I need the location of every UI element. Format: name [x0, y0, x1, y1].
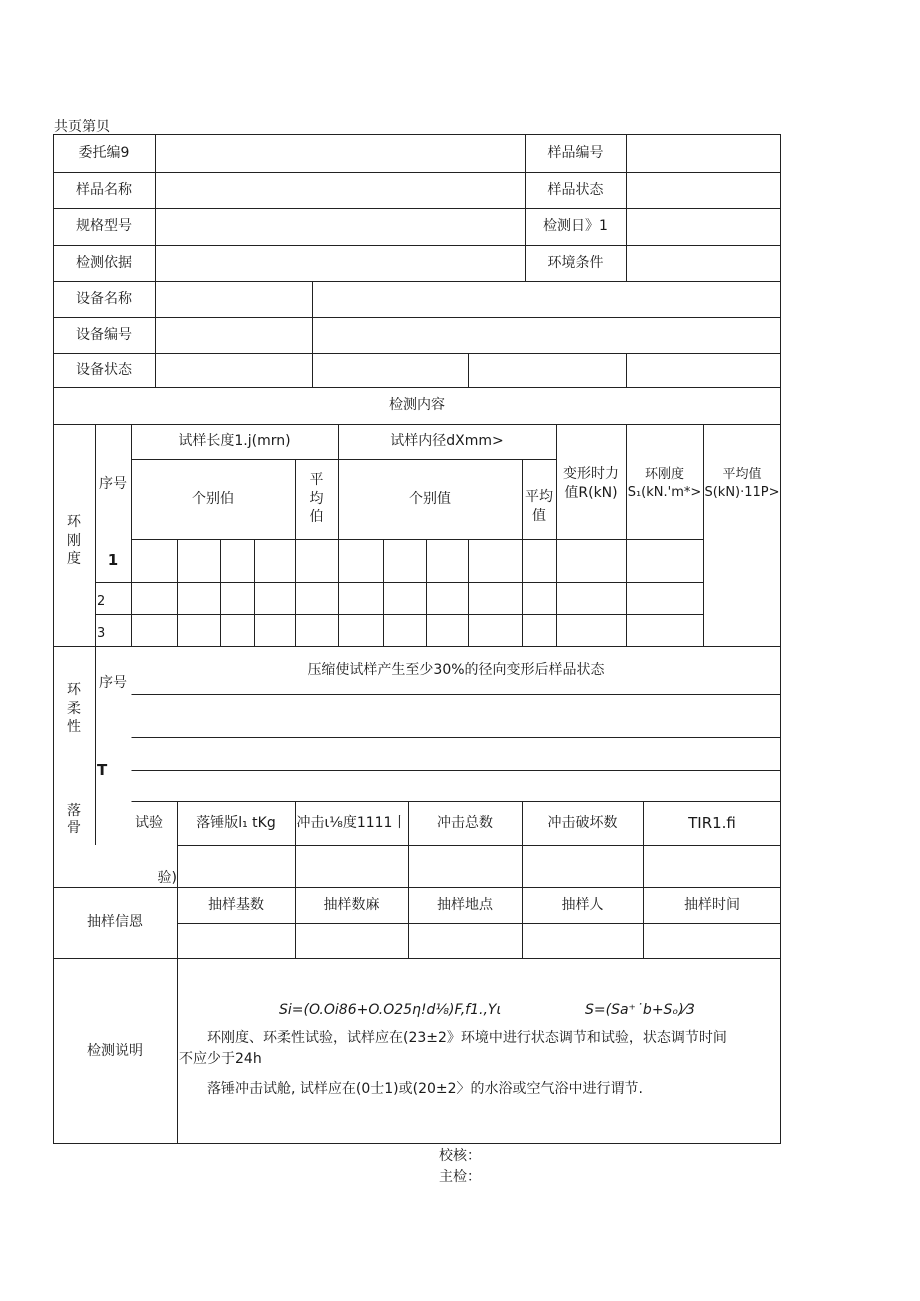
test-date-label: 检测日》1 — [543, 218, 608, 235]
content-title: 检测内容 — [389, 397, 445, 414]
avg-length-char: 平 — [309, 471, 324, 488]
avg-diameter-char: 平均 — [525, 488, 553, 505]
avg-stiffness-header — [703, 444, 781, 524]
impact-total-header: 冲击总数 — [437, 814, 493, 831]
ring-stiffness-header-line: S₁(kN.'m*> — [627, 485, 702, 500]
commission-no-label: 委托编9 — [78, 144, 130, 161]
row-number: 2 — [97, 593, 106, 609]
diameter-header: 试样内径dXmm> — [390, 433, 504, 450]
inspector-label: 主检： — [439, 1169, 481, 1185]
sampling-location-header: 抽样地点 — [437, 896, 493, 913]
row-number: 1 — [107, 551, 119, 570]
checker-label: 校核： — [439, 1148, 481, 1164]
sampling-count-header: 抽样数麻 — [323, 896, 380, 913]
stiffness-label — [53, 496, 95, 586]
force-header — [556, 444, 626, 524]
stiffness-label-char: 度 — [67, 551, 81, 568]
sample-state-label: 样品状态 — [547, 181, 604, 198]
spec-model-label: 规格型号 — [76, 218, 132, 235]
avg-diameter-header — [522, 474, 556, 539]
page-info: 共页第贝 — [54, 119, 110, 135]
stiffness-label-char: 环 — [67, 513, 81, 530]
flexibility-description: 压缩使试样产生至少30%的径向变形后样品状态 — [307, 661, 605, 678]
row-number: 3 — [97, 625, 106, 641]
test-record-form — [53, 134, 781, 1144]
tir-header: TIR1.fi — [688, 813, 736, 832]
note-line-1: 环刚度、环柔性试验，试样应在(23±2》环境中进行状态调节和试验，状态调节时间 — [207, 1030, 727, 1046]
flexibility-label-char: 柔 — [67, 700, 81, 717]
avg-stiffness-header-line: S(kN)·11P> — [704, 485, 780, 500]
individual-diameter-header: 个别值 — [409, 490, 451, 507]
sampling-label: 抽样信恩 — [87, 914, 143, 931]
flexibility-seq-header: 序号 — [99, 674, 127, 691]
drop-label-char: 骨 — [67, 820, 81, 836]
impact-height-header: 冲击ι⅛度1111丨 — [296, 814, 407, 831]
ring-stiffness-header — [626, 444, 703, 524]
avg-diameter-char: 值 — [532, 507, 546, 524]
notes-label: 检测说明 — [87, 1042, 143, 1059]
equip-state-label: 设备状态 — [76, 361, 132, 378]
hammer-mass-header: 落锤版l₁ tKg — [196, 814, 276, 831]
env-conditions-label: 环境条件 — [547, 254, 604, 271]
sample-no-label: 样品编号 — [547, 144, 604, 161]
flexibility-label — [53, 674, 95, 744]
flexibility-marker: T — [97, 760, 108, 779]
equip-no-label: 设备编号 — [76, 326, 132, 343]
ring-stiffness-header-line: 环刚度 — [644, 467, 684, 483]
sampling-base-header: 抽样基数 — [208, 896, 264, 913]
avg-length-char: 伯 — [309, 509, 324, 526]
sampler-header: 抽样人 — [561, 896, 604, 913]
drop-test-header: 试验 — [135, 814, 163, 831]
individual-length-header: 个别伯 — [192, 490, 234, 507]
avg-length-char: 均 — [309, 490, 324, 507]
length-header: 试样长度1.j(mrn) — [178, 433, 291, 450]
drop-label-char: 落 — [67, 803, 81, 820]
drop-suffix: 验) — [157, 869, 177, 886]
sample-name-label: 样品名称 — [76, 181, 132, 198]
flexibility-label-char: 性 — [67, 719, 81, 736]
impact-broken-header: 冲击破坏数 — [547, 814, 618, 831]
formula-average: S=(Sa⁺˙b+Sₒ)⁄3 — [585, 1002, 695, 1018]
formula-ring-stiffness: Si=(O.Oi86+O.O25η!d⅛)F,f1.,Yι — [279, 1002, 502, 1018]
force-header-line: 变形时力 — [563, 466, 619, 483]
drop-label — [53, 796, 95, 844]
note-line-2: 不应少于24h — [179, 1051, 262, 1067]
test-basis-label: 检测依据 — [76, 254, 132, 271]
note-line-3: 落锤冲击试舱, 试样应在(0士1)或(20±2〉的水浴或空气浴中进行谓节. — [207, 1081, 644, 1097]
equip-name-label: 设备名称 — [76, 290, 132, 307]
sampling-time-header: 抽样时间 — [684, 896, 740, 913]
stiffness-seq-header: 序号 — [99, 475, 127, 492]
stiffness-label-char: 刚 — [67, 532, 81, 549]
force-header-line: 值R(kN) — [564, 485, 618, 501]
flexibility-label-char: 环 — [67, 681, 81, 698]
avg-length-header — [295, 459, 338, 539]
avg-stiffness-header-line: 平均值 — [722, 467, 762, 483]
